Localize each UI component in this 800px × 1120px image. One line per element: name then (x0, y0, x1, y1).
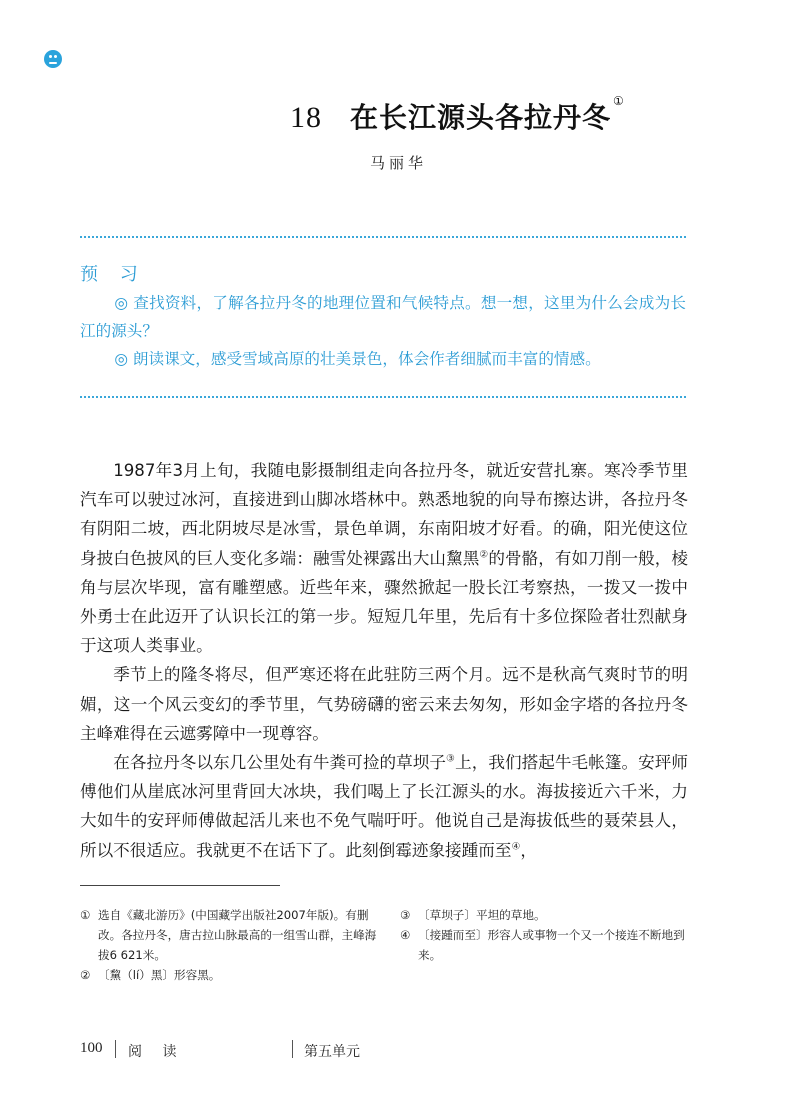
page-number: 100 (80, 1040, 103, 1056)
smiley-logo-icon (44, 50, 62, 68)
lesson-number: 18 (290, 101, 322, 134)
dotted-divider-top (80, 236, 686, 238)
footnotes-right (400, 905, 700, 965)
footnotes-left (80, 905, 380, 985)
dotted-divider-bottom (80, 396, 686, 398)
footnote-1: ① 选自《藏北游历》(中国藏学出版社2007年版)。有删改。各拉丹冬，唐古拉山脉最高的一组雪山群，主峰海拔6 621米。 (80, 908, 377, 962)
footer-divider (115, 1040, 116, 1058)
footnote-ref-4: ④ (511, 841, 521, 853)
page-footer (80, 1038, 580, 1062)
author: 马丽华 (370, 154, 428, 172)
footnote-4: ④ 〔接踵而至〕形容人或事物一个又一个接连不断地到来。 (400, 928, 685, 962)
footnote-2: ② 〔黧（lí）黑〕形容黑。 (80, 968, 221, 982)
footnote-rule (80, 885, 280, 886)
paragraph-2: 季节上的隆冬将尽，但严寒还将在此驻防三两个月。远不是秋高气爽时节的明媚，这一个风云变幻的季节里，气势磅礴的密云来去匆匆，形如金字塔的各拉丹冬主峰难得在云遮雾障中一现尊容。 (80, 665, 688, 743)
preview-item: ◎ 查找资料，了解各拉丹冬的地理位置和气候特点。想一想，这里为什么会成为长江的源头？ (80, 294, 686, 340)
preview-item: ◎ 朗读课文，感受雪域高原的壮美景色，体会作者细腻而丰富的情感。 (114, 350, 601, 368)
page-title (290, 96, 625, 136)
title-footnote-mark: ① (613, 94, 625, 108)
footer-divider (292, 1040, 293, 1058)
article-body (80, 456, 688, 865)
preview-section (80, 289, 686, 373)
title-text: 在长江源头各拉丹冬 (350, 101, 612, 134)
footnote-3: ③ 〔草坝子〕平坦的草地。 (400, 908, 546, 922)
footnote-ref-2: ② (479, 549, 489, 561)
unit-label: 第五单元 (304, 1044, 360, 1060)
section-label: 阅 读 (128, 1044, 185, 1060)
paragraph-3: 在各拉丹冬以东几公里处有牛粪可捡的草坝子③上，我们搭起牛毛帐篷。安玶师傅他们从崖底冰河里背回大冰块，我们喝上了长江源头的水。海拔接近六千米，力大如牛的安玶师傅做起活儿来也不免气喘吁吁。他说自己是海拔低些的聂荣县人，所以不很适应。我就更不在话下了。此刻倒霉迹象接踵而至④， (80, 753, 689, 860)
paragraph-1: 1987年3月上旬，我随电影摄制组走向各拉丹冬，就近安营扎寨。寒冷季节里汽车可以驶过冰河，直接进到山脚冰塔林中。熟悉地貌的向导布擦达讲，各拉丹冬有阴阳二坡，西北阴坡尽是冰雪，景色单调，东南阳坡才好看。的确，阳光使这位身披白色披风的巨人变化多端：融雪处裸露出大山黧黑②的骨骼，有如刀削一般，棱角与层次毕现，富有雕塑感。近些年来，骤然掀起一股长江考察热，一拨又一拨中外勇士在此迈开了认识长江的第一步。短短几年里，先后有十多位探险者壮烈献身于这项人类事业。 (80, 461, 689, 656)
footnote-ref-3: ③ (446, 753, 456, 765)
preview-heading: 预 习 (80, 264, 146, 285)
